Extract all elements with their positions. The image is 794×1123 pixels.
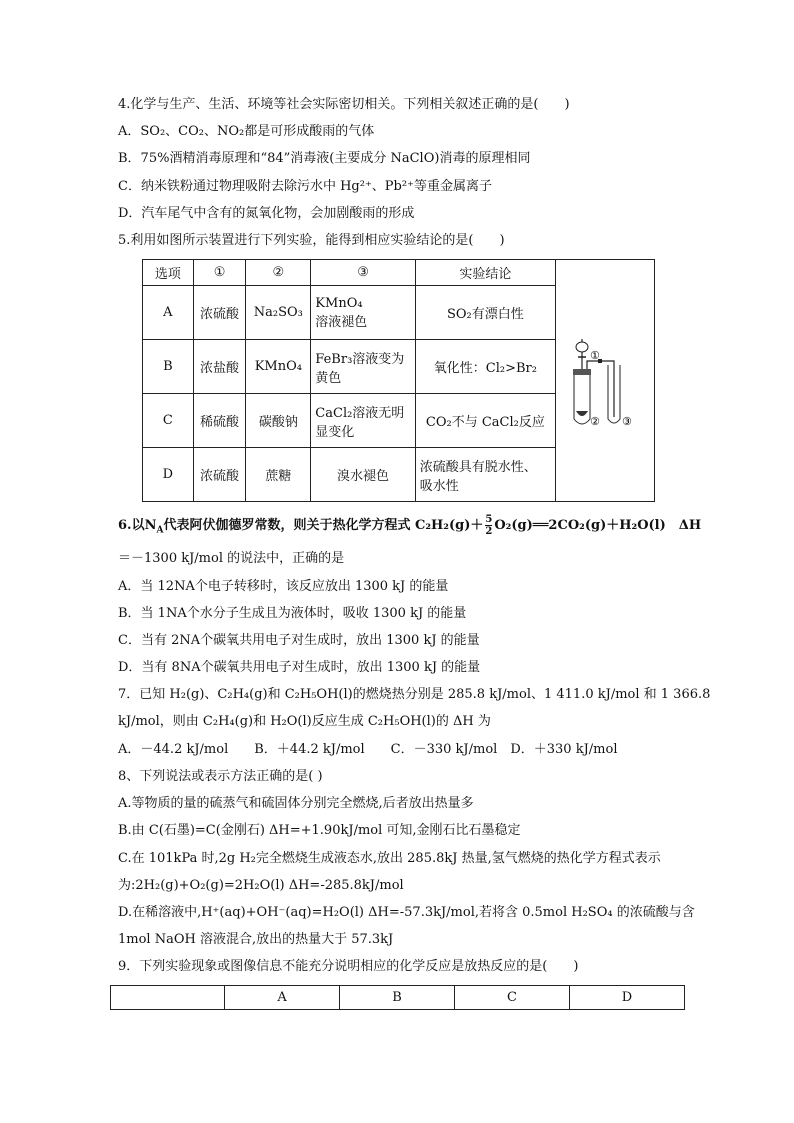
row-c-option: C (143, 394, 194, 448)
row-c-c1: 稀硫酸 (193, 394, 246, 448)
q6-stem-line1: 6.以$N_A$代表阿伏伽德罗常数，则关于热化学方程式 C₂H₂(g)＋ $\frac{5}{2}$ O₂(g)══2CO₂(g)＋H₂O(l) ΔH (118, 514, 702, 537)
q5-header-option: 选项 (143, 260, 194, 286)
q9-header-d: D (569, 986, 684, 1010)
q9-stem: 9．下列实验现象或图像信息不能充分说明相应的化学反应是放热反应的是( ) (118, 959, 579, 974)
q7-stem-line1: 7．已知 H₂(g)、C₂H₄(g)和 C₂H₅OH(l)的燃烧热分别是 285.8 kJ/mol、1 411.0 kJ/mol 和 1 366.8 (118, 687, 711, 702)
q6-option-b: B．当 1NA个水分子生成且为液体时，吸收 1300 kJ 的能量 (118, 606, 467, 621)
q8-option-d-line2: 1mol NaOH 溶液混合,放出的热量大于 57.3kJ (118, 932, 394, 947)
row-b-c1: 浓盐酸 (193, 340, 246, 394)
q5-header-3: ③ (311, 260, 416, 286)
q8-stem: 8、下列说法或表示方法正确的是( ) (118, 769, 323, 784)
row-d-c2: 蔗糖 (246, 448, 311, 502)
row-a-c3: KMnO₄ 溶液褪色 (311, 286, 416, 340)
row-a-option: A (143, 286, 194, 340)
q8-option-c-line1: C.在 101kPa 时,2g H₂完全燃烧生成液态水,放出 285.8kJ 热量,氢气燃烧的热化学方程式表示 (118, 851, 661, 866)
label-2: ② (589, 414, 600, 428)
q4-option-c: C．纳米铁粉通过物理吸附去除污水中 Hg²⁺、Pb²⁺等重金属离子 (118, 179, 492, 194)
row-c-c2: 碳酸钠 (246, 394, 311, 448)
q4-option-d: D．汽车尾气中含有的氮氧化物，会加剧酸雨的形成 (118, 206, 415, 221)
row-a-c2: Na₂SO₃ (246, 286, 311, 340)
q9-header-blank (111, 986, 225, 1010)
q4-stem: 4.化学与生产、生活、环境等社会实际密切相关。下列相关叙述正确的是( ) (118, 97, 570, 112)
q5-stem: 5.利用如图所示装置进行下列实验，能得到相应实验结论的是( ) (118, 233, 505, 248)
q8-option-b: B.由 C(石墨)=C(金刚石) ΔH=+1.90kJ/mol 可知,金刚石比石墨稳定 (118, 823, 521, 838)
q5-apparatus-cell (555, 260, 654, 502)
funnel-bulb (576, 342, 588, 352)
row-d-option: D (143, 448, 194, 502)
q9-header-b: B (340, 986, 455, 1010)
q9-table (110, 985, 685, 1010)
q7-stem-line2: kJ/mol，则由 C₂H₄(g)和 H₂O(l)反应生成 C₂H₅OH(l)的 ΔH 为 (118, 714, 491, 729)
row-d-c4: 浓硫酸具有脱水性、 吸水性 (415, 448, 555, 502)
row-d-c3: 溴水褪色 (311, 448, 416, 502)
q6-stem-line2: ＝－1300 kJ/mol 的说法中，正确的是 (118, 551, 345, 566)
q8-option-a: A.等物质的量的硫蒸气和硫固体分别完全燃烧,后者放出热量多 (118, 796, 474, 811)
q6-option-d: D．当有 8NA个碳氧共用电子对生成时，放出 1300 kJ 的能量 (118, 660, 481, 675)
label-1: ① (589, 348, 600, 362)
row-b-option: B (143, 340, 194, 394)
row-a-c4: SO₂有漂白性 (415, 286, 555, 340)
q8-option-c-line2: 为:2H₂(g)+O₂(g)=2H₂O(l) ΔH=-285.8kJ/mol (118, 878, 404, 893)
q9-header-a: A (225, 986, 340, 1010)
q4-option-a: A．SO₂、CO₂、NO₂都是可形成酸雨的气体 (118, 124, 375, 139)
q9-header-c: C (454, 986, 569, 1010)
delivery-tube (587, 361, 614, 417)
label-3: ③ (621, 414, 632, 428)
row-b-c4: 氧化性：Cl₂>Br₂ (415, 340, 555, 394)
q6-option-c: C．当有 2NA个碳氧共用电子对生成时，放出 1300 kJ 的能量 (118, 633, 480, 648)
q5-header-1: ① (193, 260, 246, 286)
q5-table (142, 259, 655, 502)
row-d-c1: 浓硫酸 (193, 448, 246, 502)
row-a-c1: 浓硫酸 (193, 286, 246, 340)
row-c-c3: CaCl₂溶液无明 显变化 (311, 394, 416, 448)
q5-header-conclusion: 实验结论 (415, 260, 555, 286)
q7-options: A．－44.2 kJ/mol B．＋44.2 kJ/mol C．－330 kJ/mol D．＋330 kJ/mol (118, 742, 618, 757)
q4-option-b: B．75%酒精消毒原理和“84”消毒液(主要成分 NaClO)消毒的原理相同 (118, 151, 531, 166)
row-b-c3: FeBr₃溶液变为 黄色 (311, 340, 416, 394)
q5-header-2: ② (246, 260, 311, 286)
q6-option-a: A．当 12NA个电子转移时，该反应放出 1300 kJ 的能量 (118, 579, 449, 594)
apparatus-diagram (560, 269, 650, 489)
q8-option-d-line1: D.在稀溶液中,H⁺(aq)+OH⁻(aq)=H₂O(l) ΔH=-57.3kJ/mol,若将含 0.5mol H₂SO₄ 的浓硫酸与含 (118, 905, 695, 920)
row-c-c4: CO₂不与 CaCl₂反应 (415, 394, 555, 448)
row-b-c2: KMnO₄ (246, 340, 311, 394)
